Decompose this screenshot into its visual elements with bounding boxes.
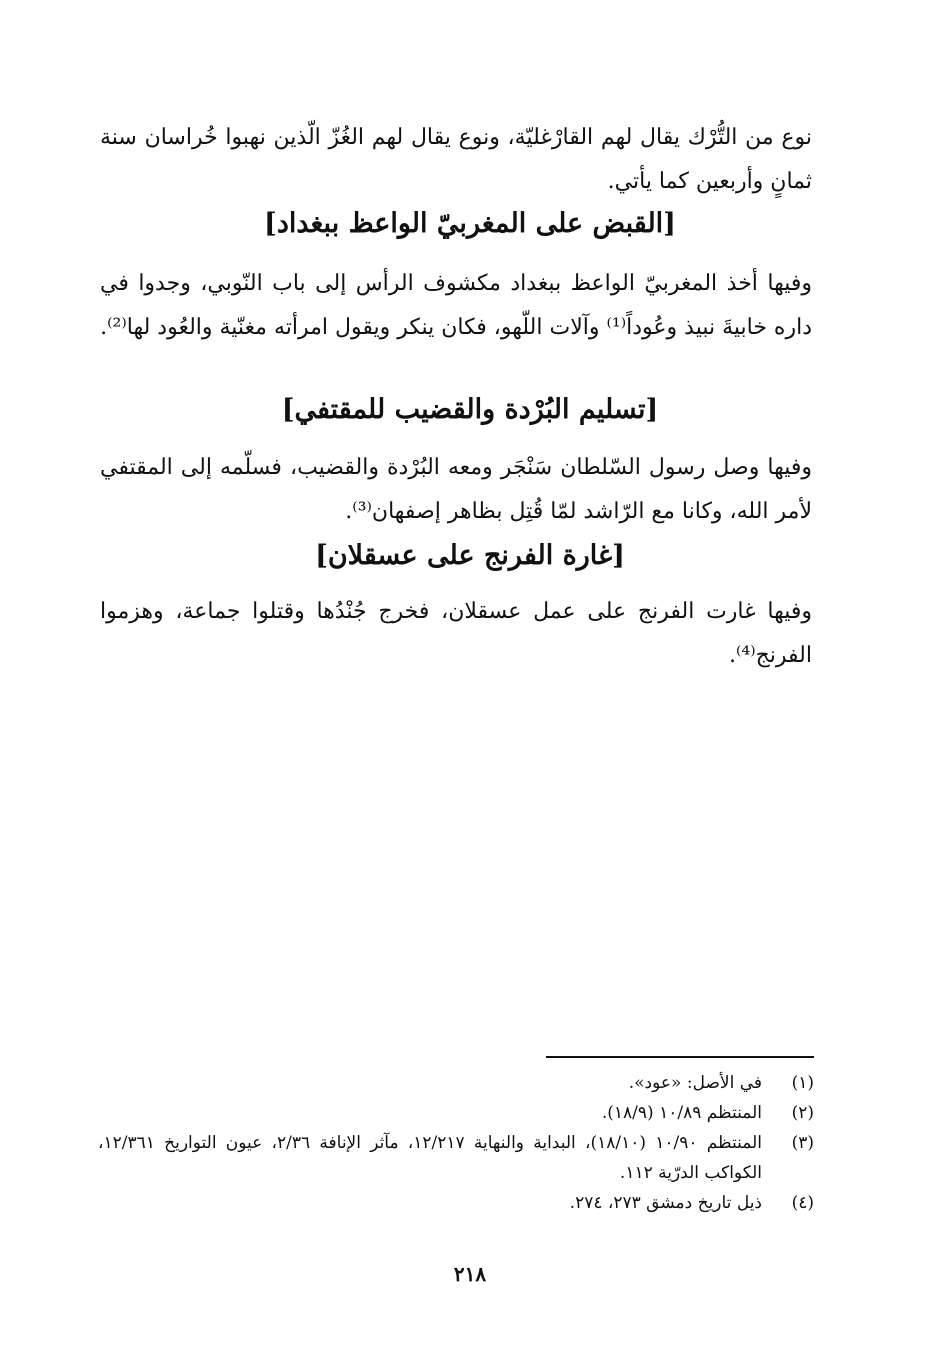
- footnote-number: (٤): [791, 1193, 814, 1213]
- footnote-text: ذيل تاريخ دمشق ٢٧٣، ٢٧٤.: [569, 1193, 762, 1213]
- section-heading-3: [غارة الفرنج على عسقلان]: [315, 540, 625, 571]
- footnote-3: [98, 1128, 814, 1188]
- intro-paragraph: نوع من التُّرْك يقال لهم القارْغليّة، ونوع يقال لهم الغُزّ الّذين نهبوا خُراسان سنة ثمانٍ وأربعين كما يأتي.: [100, 125, 812, 194]
- footnote-number: (٣): [791, 1133, 814, 1153]
- paragraph-1: وفيها أخذ المغربيّ الواعظ ببغداد مكشوف الرأس إلى باب النّوبي، وجدوا في داره خابيةَ نبيذ وعُوداً⁽¹⁾ وآلات اللّهو، فكان ينكر ويقول امرأته مغنّية والعُود لها⁽²⁾.: [100, 271, 812, 340]
- paragraph-2: وفيها وصل رسول السّلطان سَنْجَر ومعه البُرْدة والقضيب، فسلّمه إلى المقتفي لأمر الله، وكانا مع الرّاشد لمّا قُتِل بظاهر إصفهان⁽³⁾.: [100, 455, 812, 524]
- footnote-1: [98, 1068, 814, 1098]
- footnote-number: (٢): [791, 1103, 814, 1123]
- footnotes-list: [98, 1068, 814, 1218]
- footnote-text: المنتظم ١٠/٨٩ (١٨/٩).: [601, 1103, 762, 1123]
- footnote-text: المنتظم ١٠/٩٠ (١٨/١٠)، البداية والنهاية ١٢/٢١٧، مآثر الإنافة ٢/٣٦، عيون التواريخ ١٢/٣٦١، الكواكب الدرّية ١١٢.: [98, 1133, 762, 1183]
- page-number: ٢١٨: [453, 1262, 487, 1286]
- section-heading-2: [تسليم البُرْدة والقضيب للمقتفي]: [281, 394, 659, 425]
- footnote-4: [98, 1188, 814, 1218]
- paragraph-3: وفيها غارت الفرنج على عمل عسقلان، فخرج جُنْدُها وقتلوا جماعة، وهزموا الفرنج⁽⁴⁾.: [100, 599, 812, 668]
- footnote-number: (١): [791, 1073, 814, 1093]
- section-heading-1: [القبض على المغربيّ الواعظ ببغداد]: [264, 208, 676, 239]
- footnote-2: [98, 1098, 814, 1128]
- footnote-text: في الأصل: «عود».: [628, 1073, 762, 1093]
- footnote-divider: [546, 1056, 814, 1058]
